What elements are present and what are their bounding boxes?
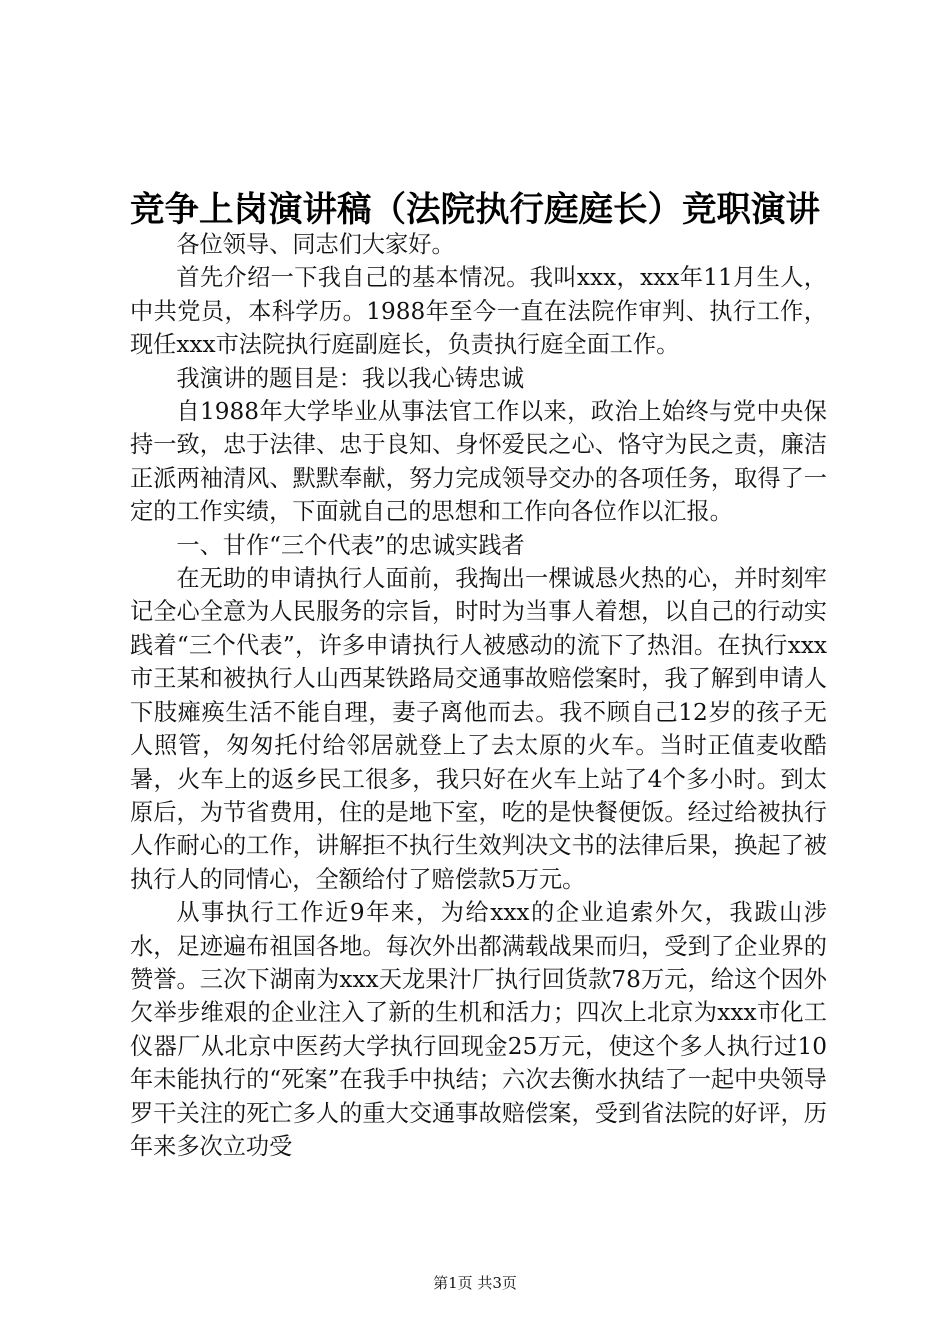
document-title: 竞争上岗演讲稿（法院执行庭庭长）竞职演讲: [130, 190, 820, 230]
page-footer: 第1页 共3页: [433, 1274, 517, 1292]
section-heading: 一、甘作“三个代表”的忠诚实践者: [176, 531, 525, 559]
paragraph-greeting: 各位领导、同志们大家好。: [176, 231, 455, 258]
paragraph-career-summary: 自1988年大学毕业从事法官工作以来，政治上始终与党中央保持一致，忠于法律、忠于良知、身怀爱民之心、恪守为民之责，廉洁正派两袖清风、默默奉献，努力完成领导交办的各项任务，取得了一定的工作实绩，下面就自己的思想和工作向各位作以汇报。: [130, 398, 827, 526]
paragraph-speech-topic: 我演讲的题目是：我以我心铸忠诚: [176, 364, 525, 392]
paragraph-introduction: 首先介绍一下我自己的基本情况。我叫xxx，xxx年11月生人，中共党员，本科学历。1988年至今一直在法院作审判、执行工作，现任xxx市法院执行庭副庭长，负责执行庭全面工作。: [130, 264, 827, 359]
paragraph-case-story: 在无助的申请执行人面前，我掏出一棵诚恳火热的心，并时刻牢记全心全意为人民服务的宗旨，时时为当事人着想，以自己的行动实践着“三个代表”，许多申请执行人被感动的流下了热泪。在执行xxx市王某和被执行人山西某铁路局交通事故赔偿案时，我了解到申请人下肢瘫痪生活不能自理，妻子离他而去。我不顾自己12岁的孩子无人照管，匆匆托付给邻居就登上了去太原的火车。当时正值麦收酷暑，火车上的返乡民工很多，我只好在火车上站了4个多小时。到太原后，为节省费用，住的是地下室，吃的是快餐便饭。经过给被执行人作耐心的工作，讲解拒不执行生效判决文书的法律后果，换起了被执行人的同情心，全额给付了赔偿款5万元。: [130, 565, 827, 893]
document-body: [130, 228, 827, 1163]
paragraph-enforcement-work: 从事执行工作近9年来，为给xxx的企业追索外欠，我跋山涉水，足迹遍布祖国各地。每次外出都满载战果而归，受到了企业界的赞誉。三次下湖南为xxx天龙果汁厂执行回货款78万元，给这个因外欠举步维艰的企业注入了新的生机和活力；四次上北京为xxx市化工仪器厂从北京中医药大学执行回现金25万元，使这个多人执行过10年未能执行的“死案”在我手中执结；六次去衡水执结了一起中央领导罗干关注的死亡多人的重大交通事故赔偿案，受到省法院的好评，历年来多次立功受: [130, 899, 827, 1160]
